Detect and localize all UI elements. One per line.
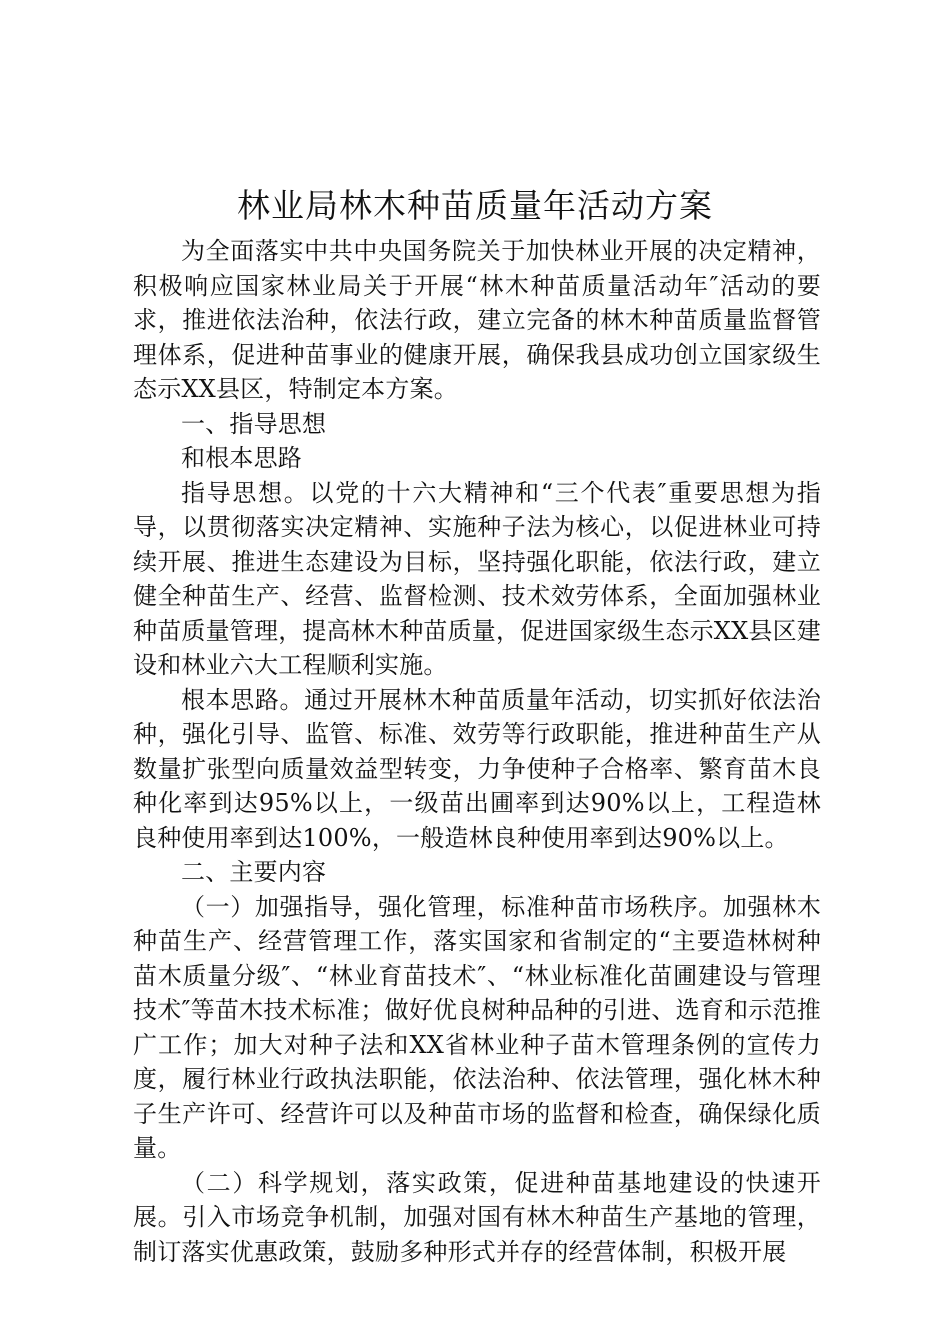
intro-paragraph: 为全面落实中共中央国务院关于加快林业开展的决定精神，积极响应国家林业局关于开展“林木种苗质量活动年″活动的要求，推进依法治种，依法行政，建立完备的林木种苗质量监督管理体系，促进种苗事业的健康开展，确保我县成功创立国家级生态示XX县区，特制定本方案。 [133,237,821,403]
document-title: 林业局林木种苗质量年活动方案 [237,186,713,225]
section-heading-guiding-ideology: 一、指导思想 [181,409,327,438]
section-heading-continuation: 和根本思路 [181,444,302,472]
content-item-1-paragraph: （一）加强指导，强化管理，标准种苗市场秩序。加强林木种苗生产、经营管理工作，落实国家和省制定的“主要造林树种苗木质量分级″、“林业育苗技术″、“林业标准化苗圃建设与管理技术″等苗木技术标准；做好优良树种品种的引进、选育和示范推广工作；加大对种子法和XX省林业种子苗木管理条例的宣传力度，履行林业行政执法职能，依法治种、依法管理，强化林木种子生产许可、经营许可以及种苗市场的监督和检查，确保绿化质量。 [133,892,821,1162]
content-item-2-paragraph: （二）科学规划，落实政策，促进种苗基地建设的快速开展。引入市场竞争机制，加强对国有林木种苗生产基地的管理，制订落实优惠政策，鼓励多种形式并存的经营体制，积极开展 [133,1168,821,1266]
basic-approach-paragraph: 根本思路。通过开展林木种苗质量年活动，切实抓好依法治种，强化引导、监管、标准、效劳等行政职能，推进种苗生产从数量扩张型向质量效益型转变，力争使种子合格率、繁育苗木良种化率到达95%以上，一级苗出圃率到达90%以上，工程造林良种使用率到达100%，一般造林良种使用率到达90%以上。 [133,685,821,852]
section-heading-main-content: 二、主要内容 [181,858,327,886]
guiding-ideology-paragraph: 指导思想。以党的十六大精神和“三个代表″重要思想为指导，以贯彻落实决定精神、实施种子法为核心，以促进林业可持续开展、推进生态建设为目标，坚持强化职能，依法行政，建立健全种苗生产、经营、监督检测、技术效劳体系，全面加强林业种苗质量管理，提高林木种苗质量，促进国家级生态示XX县区建设和林业六大工程顺利实施。 [133,478,821,679]
document-body [133,234,821,1269]
